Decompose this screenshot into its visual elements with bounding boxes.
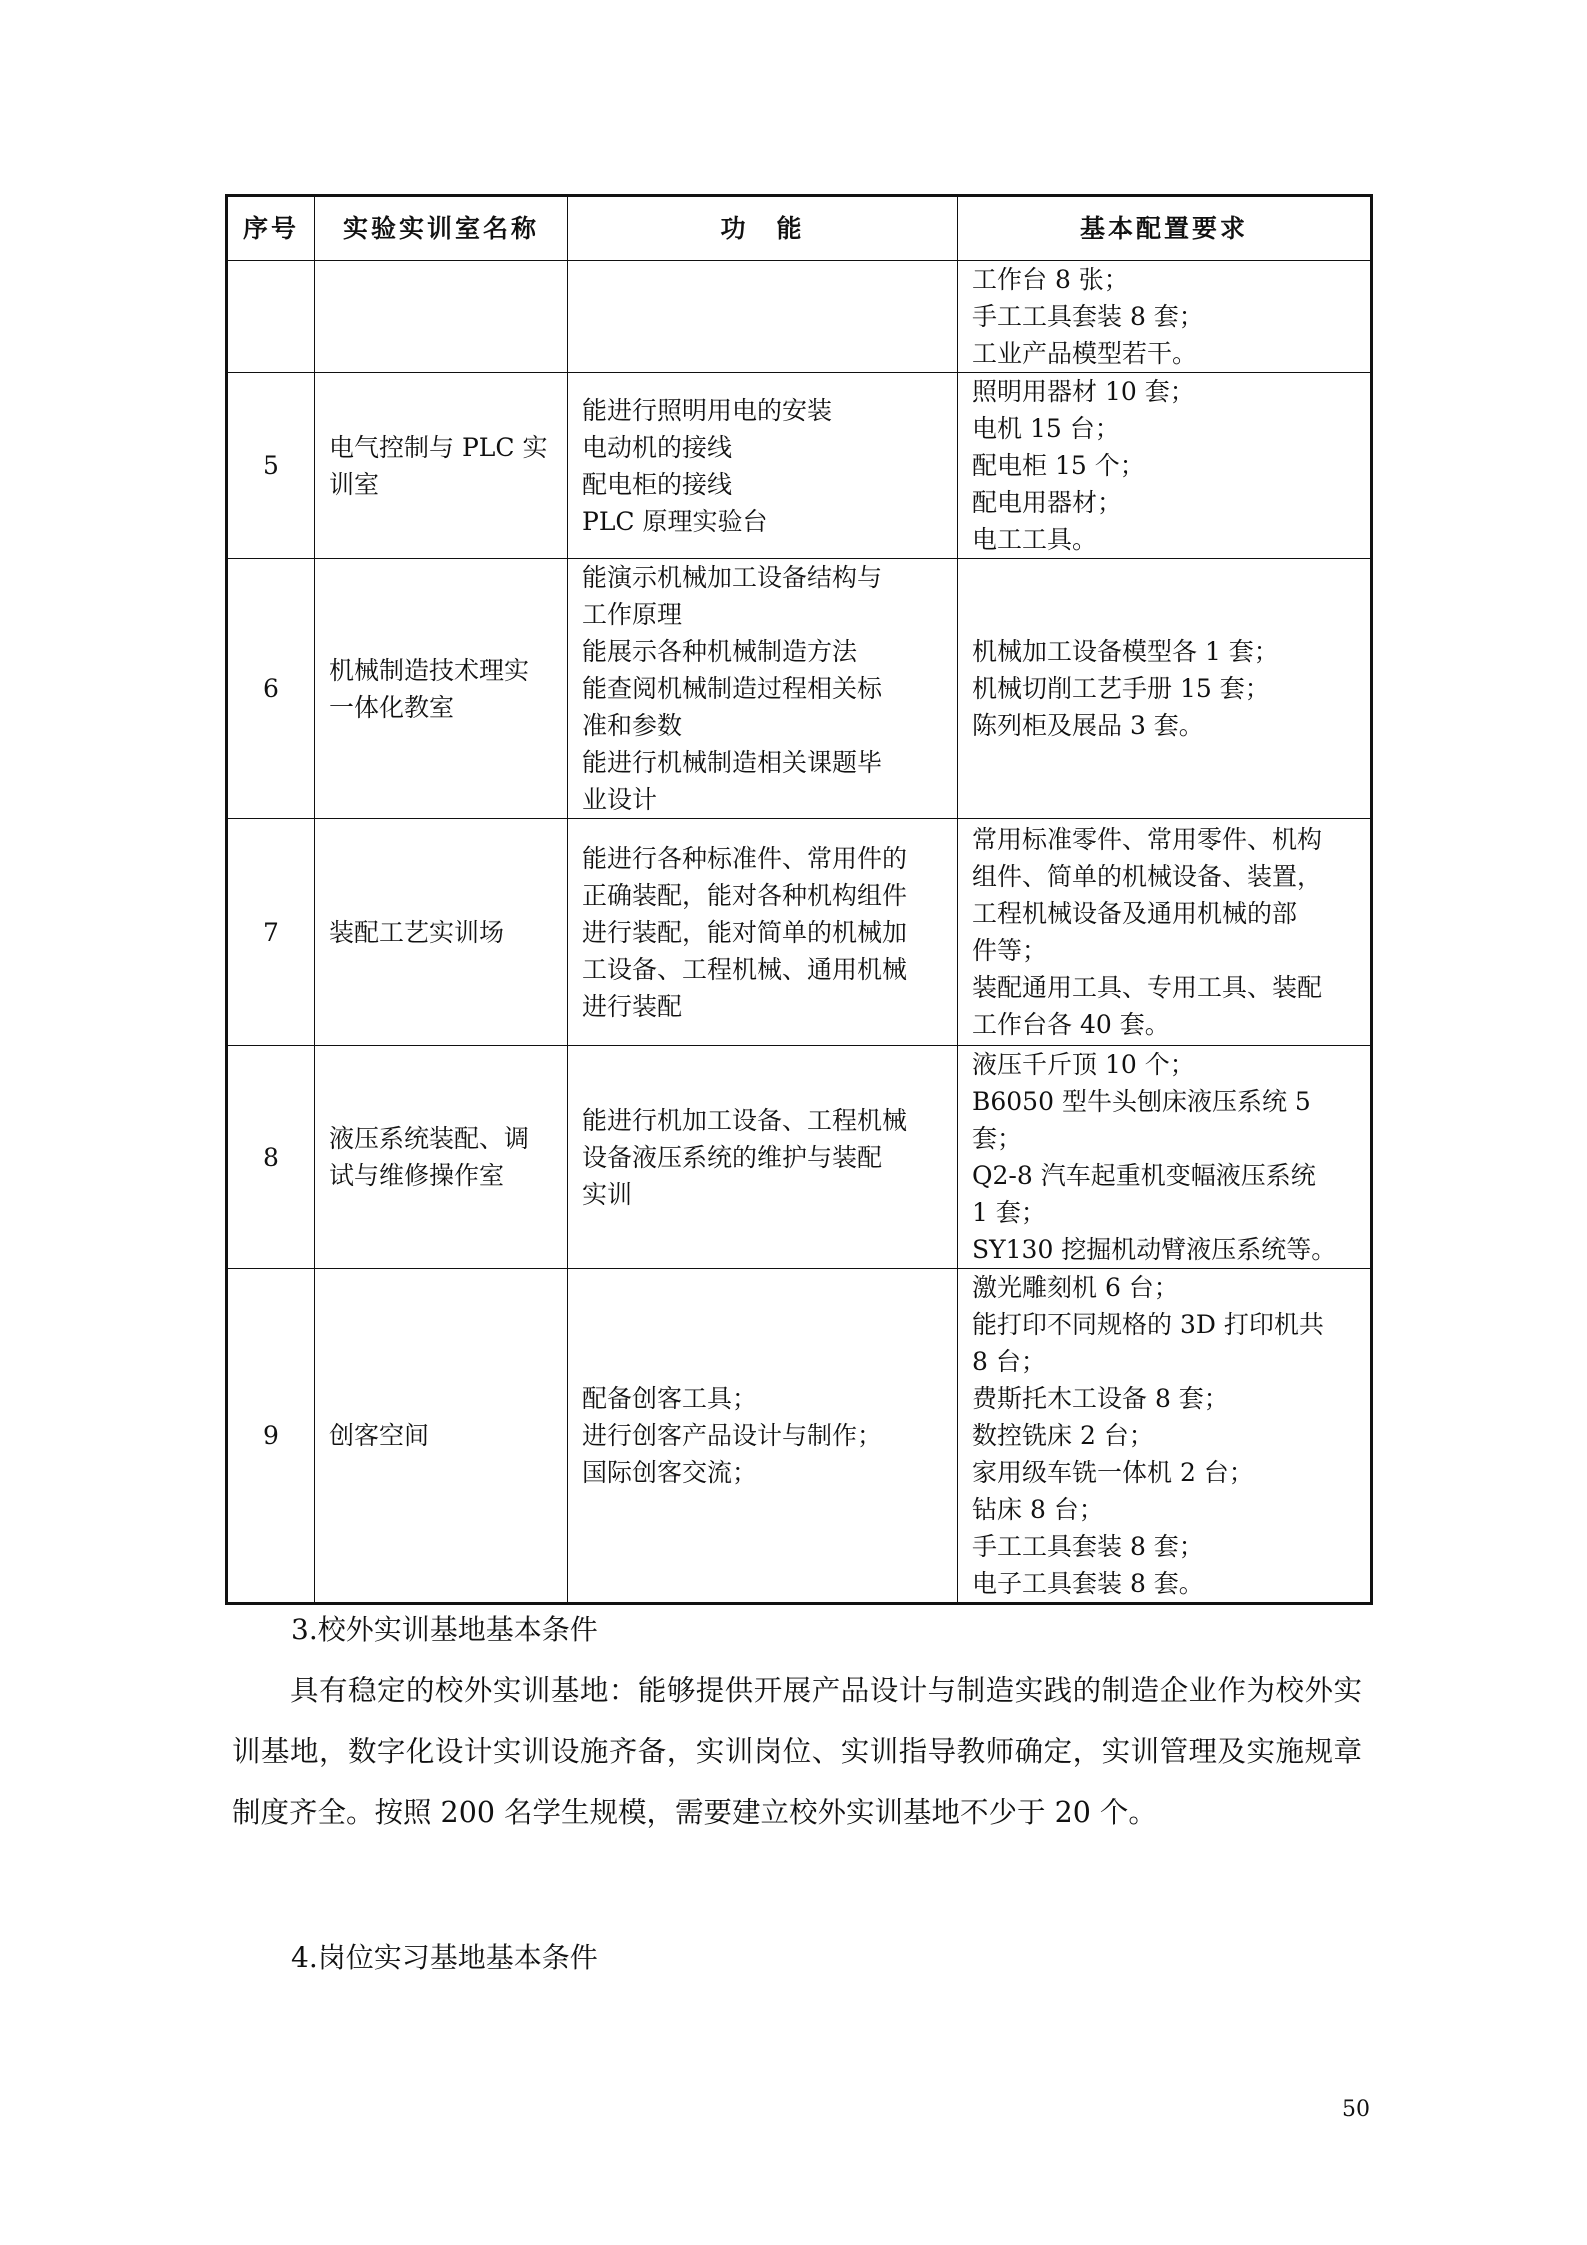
table-row: [227, 373, 1372, 559]
table-header-row: [227, 196, 1372, 261]
config-line: 钻床 8 台；: [972, 1495, 1104, 1524]
name-line: 装配工艺实训场: [329, 917, 505, 947]
config-line: 激光雕刻机 6 台；: [972, 1273, 1179, 1302]
header-config: 基本配置要求: [958, 196, 1372, 261]
config-line: 照明用器材 10 套；: [972, 377, 1195, 406]
config-line: 1 套；: [972, 1198, 1046, 1227]
config-line: 件等；: [972, 936, 1048, 965]
function-line: 进行装配，能对简单的机械加: [582, 917, 908, 947]
row-no: 7: [227, 819, 315, 1046]
function-line: 能演示机械加工设备结构与: [582, 563, 883, 592]
table-row: [227, 1269, 1372, 1604]
config-line: 手工工具套装 8 套；: [972, 1532, 1204, 1561]
config-line: 工作台 8 张；: [972, 265, 1129, 294]
config-line: 装配通用工具、专用工具、装配: [972, 973, 1323, 1002]
config-line: 组件、简单的机械设备、装置，: [972, 862, 1323, 891]
row-function: [568, 1269, 958, 1604]
config-line: 电子工具套装 8 套。: [972, 1569, 1204, 1598]
row-name: [315, 559, 568, 819]
config-line: 液压千斤顶 10 个；: [972, 1050, 1195, 1079]
config-line: 工业产品模型若干。: [972, 339, 1198, 368]
config-line: SY130 挖掘机动臂液压系统等。: [972, 1235, 1337, 1264]
function-line: PLC 原理实验台: [582, 506, 768, 536]
config-line: Q2-8 汽车起重机变幅液压系统: [972, 1161, 1316, 1190]
function-line: 能进行机械制造相关课题毕: [582, 748, 883, 777]
row-no: [227, 261, 315, 373]
function-line: 设备液压系统的维护与装配: [582, 1142, 883, 1172]
row-no: 8: [227, 1046, 315, 1269]
page-number: 50: [1342, 2097, 1370, 2122]
function-line: 能展示各种机械制造方法: [582, 637, 858, 666]
table-row: [227, 819, 1372, 1046]
config-line: 手工工具套装 8 套；: [972, 302, 1204, 331]
row-no: 6: [227, 559, 315, 819]
section-3-body: 具有稳定的校外实训基地：能够提供开展产品设计与制造实践的制造企业作为校外实训基地，数字化设计实训设施齐备，实训岗位、实训指导教师确定，实训管理及实施规章制度齐全。按照 200 名学生规模，需要建立校外实训基地不少于 20 个。: [232, 1674, 1362, 1829]
row-config: [958, 559, 1372, 819]
config-line: 配电用器材；: [972, 488, 1123, 517]
row-name: [315, 1046, 568, 1269]
config-line: B6050 型牛头刨床液压系统 5: [972, 1087, 1311, 1116]
config-line: 常用标准零件、常用零件、机构: [972, 825, 1323, 854]
function-line: 国际创客交流；: [582, 1458, 758, 1487]
row-config: [958, 1046, 1372, 1269]
function-line: 能进行各种标准件、常用件的: [582, 843, 908, 873]
row-config: [958, 261, 1372, 373]
table-row: [227, 559, 1372, 819]
header-no: 序号: [227, 196, 315, 261]
row-function: [568, 819, 958, 1046]
function-line: 能进行照明用电的安装: [582, 395, 833, 425]
config-line: 陈列柜及展品 3 套。: [972, 711, 1204, 740]
row-name: [315, 1269, 568, 1604]
row-name: [315, 819, 568, 1046]
function-line: 进行创客产品设计与制作；: [582, 1421, 883, 1450]
row-config: [958, 1269, 1372, 1604]
config-line: 数控铣床 2 台；: [972, 1421, 1154, 1450]
name-line: 电气控制与 PLC 实: [329, 432, 548, 462]
table-row: [227, 1046, 1372, 1269]
lab-config-table: [225, 194, 1373, 1605]
row-function: [568, 1046, 958, 1269]
config-line: 配电柜 15 个；: [972, 451, 1145, 480]
config-line: 工程机械设备及通用机械的部: [972, 899, 1298, 928]
function-line: 能进行机加工设备、工程机械: [582, 1105, 908, 1135]
row-config: [958, 373, 1372, 559]
name-line: 试与维修操作室: [329, 1161, 505, 1190]
name-line: 液压系统装配、调: [329, 1124, 530, 1153]
function-line: 配电柜的接线: [582, 469, 733, 499]
function-line: 进行装配: [582, 991, 683, 1021]
function-line: 正确装配，能对各种机构组件: [582, 880, 908, 910]
row-config: [958, 819, 1372, 1046]
name-line: 创客空间: [329, 1421, 430, 1450]
row-no: 9: [227, 1269, 315, 1604]
function-line: 工作原理: [582, 600, 683, 629]
header-function: 功 能: [568, 196, 958, 261]
name-line: 一体化教室: [329, 692, 455, 722]
config-line: 电机 15 台；: [972, 414, 1120, 443]
function-line: 能查阅机械制造过程相关标: [582, 674, 883, 703]
name-line: 机械制造技术理实: [329, 655, 530, 685]
header-name: 实验实训室名称: [315, 196, 568, 261]
function-line: 准和参数: [582, 711, 683, 740]
config-line: 费斯托木工设备 8 套；: [972, 1384, 1229, 1413]
function-line: 电动机的接线: [582, 432, 733, 462]
function-line: 业设计: [582, 785, 658, 814]
section-4-title: 4.岗位实习基地基本条件: [291, 1941, 598, 1974]
config-line: 家用级车铣一体机 2 台；: [972, 1458, 1254, 1487]
table-row: [227, 261, 1372, 373]
function-line: 配备创客工具；: [582, 1384, 758, 1413]
config-line: 工作台各 40 套。: [972, 1010, 1170, 1039]
row-no: 5: [227, 373, 315, 559]
row-function: [568, 261, 958, 373]
config-line: 能打印不同规格的 3D 打印机共: [972, 1310, 1324, 1339]
section-3-title: 3.校外实训基地基本条件: [291, 1613, 598, 1646]
row-function: [568, 559, 958, 819]
name-line: 训室: [329, 469, 380, 499]
config-line: 8 台；: [972, 1347, 1046, 1376]
config-line: 机械加工设备模型各 1 套；: [972, 637, 1279, 666]
row-name: [315, 261, 568, 373]
function-line: 实训: [582, 1179, 633, 1209]
row-function: [568, 373, 958, 559]
config-line: 机械切削工艺手册 15 套；: [972, 674, 1270, 703]
row-name: [315, 373, 568, 559]
config-line: 电工工具。: [972, 525, 1098, 554]
config-line: 套；: [972, 1124, 1023, 1153]
function-line: 工设备、工程机械、通用机械: [582, 954, 908, 984]
